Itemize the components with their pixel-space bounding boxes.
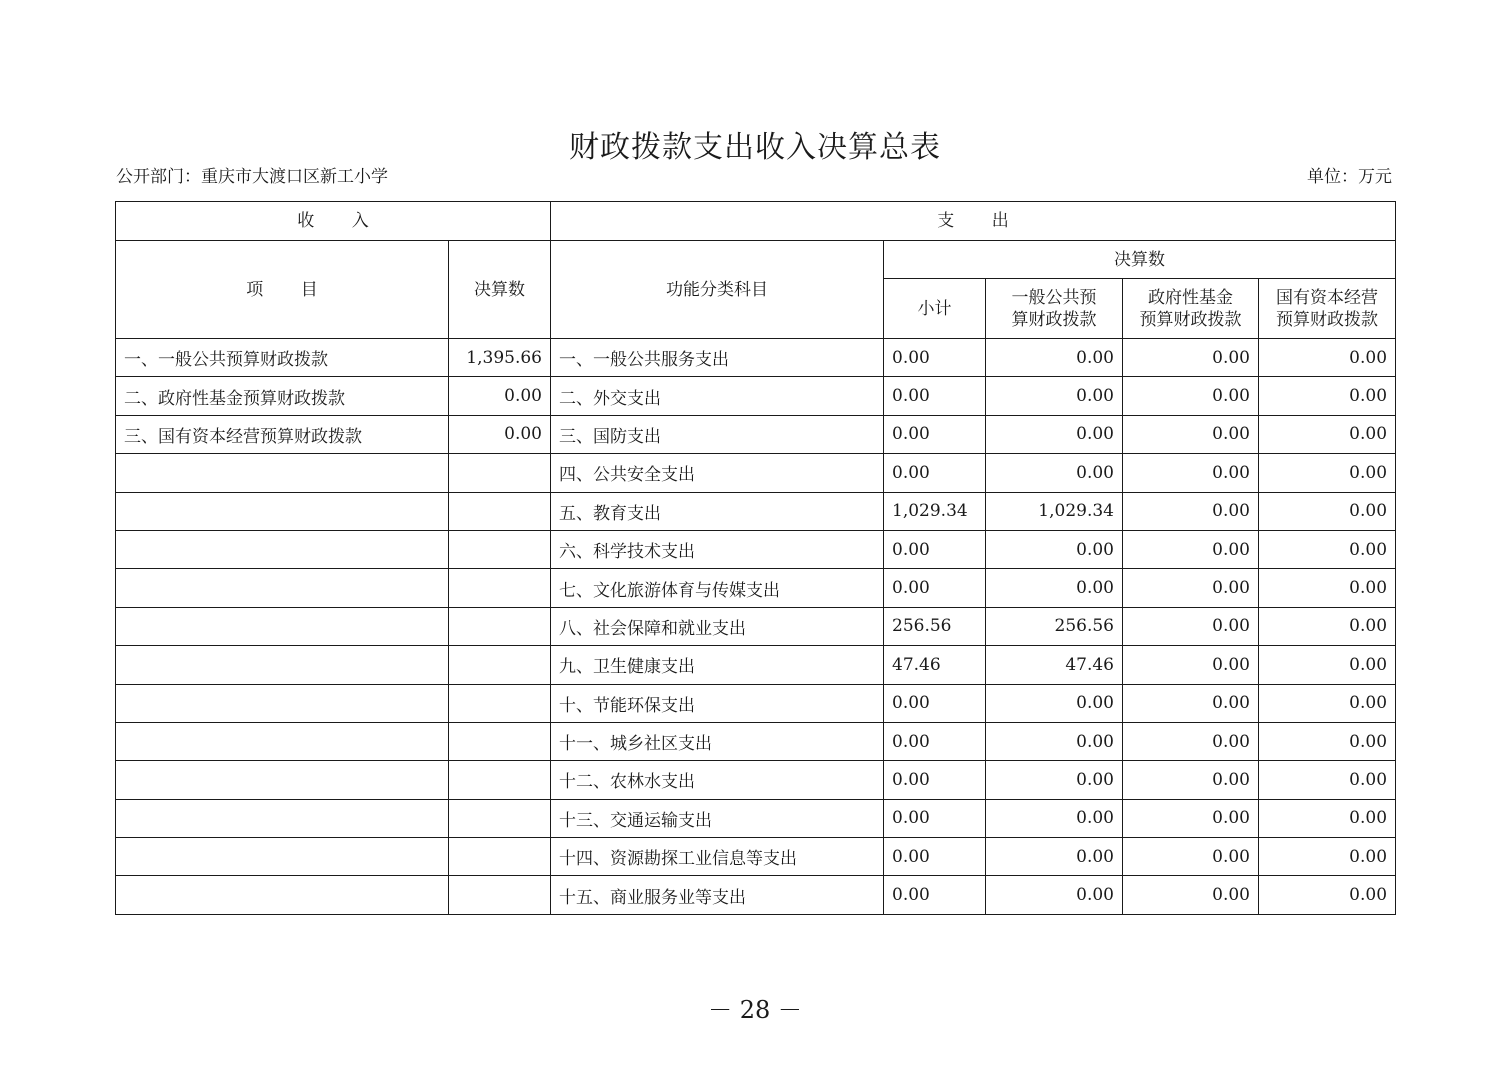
income-item-cell [116, 722, 449, 760]
item-header-label: 项 目 [246, 279, 334, 300]
general-budget-cell: 0.00 [986, 530, 1123, 568]
function-class-cell: 四、公共安全支出 [551, 454, 884, 492]
function-class-cell: 十四、资源勘探工业信息等支出 [551, 838, 884, 876]
state-capital-cell: 0.00 [1259, 684, 1396, 722]
gov-fund-cell: 0.00 [1123, 530, 1259, 568]
function-class-cell: 十二、农林水支出 [551, 761, 884, 799]
income-item-cell [116, 530, 449, 568]
income-item-cell: 二、政府性基金预算财政拨款 [116, 377, 449, 415]
table-body [116, 339, 1396, 915]
function-class-cell: 十、节能环保支出 [551, 684, 884, 722]
table-row [116, 761, 1396, 799]
state-capital-cell: 0.00 [1259, 722, 1396, 760]
subtotal-cell: 0.00 [884, 415, 986, 453]
expense-header-label: 支 出 [937, 211, 1025, 231]
function-class-cell: 七、文化旅游体育与传媒支出 [551, 569, 884, 607]
table-row [116, 684, 1396, 722]
general-budget-cell: 0.00 [986, 761, 1123, 799]
income-amount-cell: 0.00 [449, 415, 551, 453]
gov-fund-cell: 0.00 [1123, 684, 1259, 722]
header-row-middle [116, 241, 1396, 279]
income-amount-cell: 1,395.66 [449, 339, 551, 377]
income-amount-cell [449, 607, 551, 645]
department-label: 公开部门：重庆市大渡口区新工小学 [116, 167, 388, 187]
gov-fund-cell: 0.00 [1123, 454, 1259, 492]
subtotal-cell: 0.00 [884, 838, 986, 876]
gov-fund-cell: 0.00 [1123, 415, 1259, 453]
state-capital-cell: 0.00 [1259, 377, 1396, 415]
income-amount-cell [449, 838, 551, 876]
gov-fund-cell: 0.00 [1123, 761, 1259, 799]
table-row [116, 454, 1396, 492]
gov-fund-cell: 0.00 [1123, 722, 1259, 760]
function-class-cell: 二、外交支出 [551, 377, 884, 415]
function-class-cell: 八、社会保障和就业支出 [551, 607, 884, 645]
subtotal-cell: 47.46 [884, 646, 986, 684]
gov-fund-cell: 0.00 [1123, 838, 1259, 876]
state-capital-header: 国有资本经营 预算财政拨款 [1259, 279, 1396, 339]
state-capital-cell: 0.00 [1259, 415, 1396, 453]
gov-fund-cell: 0.00 [1123, 569, 1259, 607]
header-row-top [116, 202, 1396, 241]
gov-fund-cell: 0.00 [1123, 377, 1259, 415]
income-amount-cell [449, 799, 551, 837]
gov-fund-cell: 0.00 [1123, 799, 1259, 837]
state-capital-cell: 0.00 [1259, 838, 1396, 876]
gov-fund-cell: 0.00 [1123, 646, 1259, 684]
expense-header [551, 202, 1396, 241]
income-item-cell: 三、国有资本经营预算财政拨款 [116, 415, 449, 453]
subtotal-cell: 0.00 [884, 799, 986, 837]
appropriation-summary-table [115, 201, 1396, 915]
state-capital-cell: 0.00 [1259, 799, 1396, 837]
unit-label: 单位：万元 [1307, 167, 1392, 187]
table-row [116, 339, 1396, 377]
item-header [116, 241, 449, 339]
subtotal-header: 小计 [884, 279, 986, 339]
income-amount-cell [449, 646, 551, 684]
document-title: 财政拨款支出收入决算总表 [569, 130, 941, 165]
function-class-cell: 一、一般公共服务支出 [551, 339, 884, 377]
general-budget-cell: 47.46 [986, 646, 1123, 684]
subtotal-cell: 0.00 [884, 377, 986, 415]
general-budget-cell: 0.00 [986, 684, 1123, 722]
general-budget-cell: 0.00 [986, 415, 1123, 453]
income-amount-cell [449, 569, 551, 607]
income-item-cell [116, 646, 449, 684]
general-budget-cell: 0.00 [986, 569, 1123, 607]
gov-fund-header: 政府性基金 预算财政拨款 [1123, 279, 1259, 339]
table-row [116, 492, 1396, 530]
income-amount-cell: 0.00 [449, 377, 551, 415]
subtotal-cell: 0.00 [884, 722, 986, 760]
state-capital-cell: 0.00 [1259, 646, 1396, 684]
state-capital-cell: 0.00 [1259, 339, 1396, 377]
general-budget-cell: 0.00 [986, 799, 1123, 837]
state-capital-cell: 0.00 [1259, 761, 1396, 799]
function-class-cell: 九、卫生健康支出 [551, 646, 884, 684]
table-row [116, 838, 1396, 876]
table-row [116, 377, 1396, 415]
income-item-cell [116, 799, 449, 837]
income-item-cell [116, 838, 449, 876]
state-capital-cell: 0.00 [1259, 454, 1396, 492]
gov-fund-cell: 0.00 [1123, 876, 1259, 914]
income-amount-cell [449, 492, 551, 530]
gov-fund-cell: 0.00 [1123, 607, 1259, 645]
state-capital-cell: 0.00 [1259, 492, 1396, 530]
subtotal-cell: 0.00 [884, 569, 986, 607]
income-amount-cell [449, 454, 551, 492]
table-row [116, 415, 1396, 453]
general-budget-cell: 0.00 [986, 339, 1123, 377]
gov-fund-cell: 0.00 [1123, 492, 1259, 530]
table-row [116, 876, 1396, 914]
income-amount-cell [449, 876, 551, 914]
general-budget-cell: 256.56 [986, 607, 1123, 645]
subtotal-cell: 0.00 [884, 761, 986, 799]
table-row [116, 799, 1396, 837]
income-item-cell: 一、一般公共预算财政拨款 [116, 339, 449, 377]
general-budget-header: 一般公共预 算财政拨款 [986, 279, 1123, 339]
income-item-cell [116, 761, 449, 799]
function-class-header: 功能分类科目 [551, 241, 884, 339]
function-class-cell: 三、国防支出 [551, 415, 884, 453]
subtotal-cell: 0.00 [884, 530, 986, 568]
general-budget-cell: 0.00 [986, 377, 1123, 415]
function-class-cell: 十一、城乡社区支出 [551, 722, 884, 760]
general-budget-cell: 0.00 [986, 722, 1123, 760]
table-row [116, 530, 1396, 568]
table-row [116, 722, 1396, 760]
subtotal-cell: 0.00 [884, 684, 986, 722]
state-capital-cell: 0.00 [1259, 876, 1396, 914]
subtotal-cell: 256.56 [884, 607, 986, 645]
income-amount-cell [449, 530, 551, 568]
state-capital-cell: 0.00 [1259, 607, 1396, 645]
income-amount-cell [449, 761, 551, 799]
income-item-cell [116, 492, 449, 530]
general-budget-cell: 1,029.34 [986, 492, 1123, 530]
subtotal-cell: 0.00 [884, 339, 986, 377]
income-item-cell [116, 684, 449, 722]
table-row [116, 646, 1396, 684]
page-number: － 28 － [708, 996, 802, 1024]
income-item-cell [116, 454, 449, 492]
general-budget-cell: 0.00 [986, 454, 1123, 492]
income-header [116, 202, 551, 241]
table-row [116, 607, 1396, 645]
income-amount-cell [449, 722, 551, 760]
income-item-cell [116, 876, 449, 914]
function-class-cell: 十三、交通运输支出 [551, 799, 884, 837]
state-capital-cell: 0.00 [1259, 569, 1396, 607]
subtotal-cell: 0.00 [884, 876, 986, 914]
general-budget-cell: 0.00 [986, 838, 1123, 876]
function-class-cell: 五、教育支出 [551, 492, 884, 530]
table-row [116, 569, 1396, 607]
gov-fund-cell: 0.00 [1123, 339, 1259, 377]
subtotal-cell: 0.00 [884, 454, 986, 492]
income-header-label: 收 入 [297, 211, 385, 231]
state-capital-cell: 0.00 [1259, 530, 1396, 568]
income-item-cell [116, 607, 449, 645]
income-item-cell [116, 569, 449, 607]
subtotal-cell: 1,029.34 [884, 492, 986, 530]
general-budget-cell: 0.00 [986, 876, 1123, 914]
income-amount-header: 决算数 [449, 241, 551, 339]
function-class-cell: 十五、商业服务业等支出 [551, 876, 884, 914]
final-amount-group-header: 决算数 [884, 241, 1396, 279]
function-class-cell: 六、科学技术支出 [551, 530, 884, 568]
income-amount-cell [449, 684, 551, 722]
